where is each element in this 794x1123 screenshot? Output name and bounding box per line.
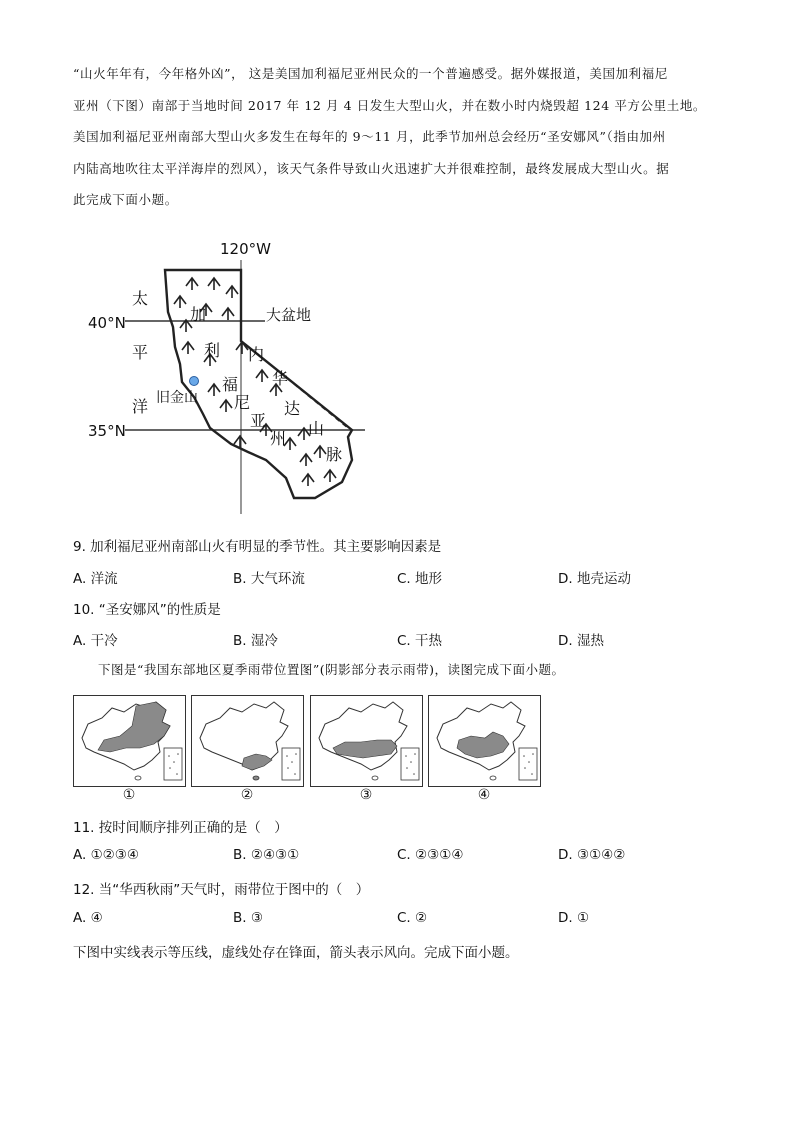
rainbelt-map-4 <box>428 695 541 787</box>
latitude-35-label: 35°N <box>88 422 126 440</box>
ocean-char: 洋 <box>132 397 149 416</box>
state-char: 亚 <box>250 411 267 430</box>
mountain-char: 山 <box>308 419 325 438</box>
q10-option-b[interactable]: B. 湿冷 <box>233 633 278 649</box>
passage-line: 此完成下面小题。 <box>73 192 178 207</box>
q12-option-a[interactable]: A. ④ <box>73 910 103 926</box>
question-9-stem: 9. 加利福尼亚州南部山火有明显的季节性。其主要影响因素是 <box>73 539 442 555</box>
ocean-char: 太 <box>132 289 149 308</box>
state-char: 福 <box>222 375 239 394</box>
q9-option-b[interactable]: B. 大气环流 <box>233 571 305 587</box>
rainbelt-label-3: ③ <box>359 787 373 803</box>
san-francisco-marker <box>190 377 199 386</box>
question-10-stem: 10. “圣安娜风”的性质是 <box>73 602 221 618</box>
q10-option-d[interactable]: D. 湿热 <box>558 633 604 649</box>
q9-option-d[interactable]: D. 地壳运动 <box>558 571 631 587</box>
state-char: 加 <box>190 305 207 324</box>
passage-line: 美国加利福尼亚州南部大型山火多发生在每年的 9～11 月，此季节加州总会经历“圣安娜风”（指由加州 <box>73 129 666 144</box>
ocean-char: 平 <box>132 343 149 362</box>
longitude-label: 120°W <box>220 240 271 258</box>
q11-option-c[interactable]: C. ②③①④ <box>397 847 464 863</box>
california-map <box>70 232 380 517</box>
rainbelt-label-1: ① <box>122 787 136 803</box>
rainbelt-intro: 下图是“我国东部地区夏季雨带位置图”(阴影部分表示雨带)，读图完成下面小题。 <box>98 662 565 677</box>
q11-option-d[interactable]: D. ③①④② <box>558 847 626 863</box>
q9-option-c[interactable]: C. 地形 <box>397 571 443 587</box>
rainbelt-map-3 <box>310 695 423 787</box>
passage-line: 亚州（下图）南部于当地时间 2017 年 12 月 4 日发生大型山火，并在数小时内烧毁超 124 平方公里土地。 <box>73 97 707 113</box>
mountain-char: 脉 <box>326 445 343 464</box>
rainbelt-map-2 <box>191 695 304 787</box>
basin-label: 大盆地 <box>266 306 312 324</box>
city-label: 旧金山 <box>156 390 198 406</box>
passage-line: 内陆高地吹往太平洋海岸的烈风），该天气条件导致山火迅速扩大并很难控制，最终发展成大型山火。据 <box>73 160 670 176</box>
q11-option-a[interactable]: A. ①②③④ <box>73 847 139 863</box>
state-char: 利 <box>204 341 221 360</box>
rainbelt-label-2: ② <box>240 787 254 803</box>
state-char: 尼 <box>234 393 251 412</box>
q10-option-c[interactable]: C. 干热 <box>397 633 443 649</box>
latitude-40-label: 40°N <box>88 314 126 332</box>
mountain-char: 内 <box>248 345 265 364</box>
q12-option-b[interactable]: B. ③ <box>233 910 263 926</box>
q11-option-b[interactable]: B. ②④③① <box>233 847 300 863</box>
rainbelt-label-4: ④ <box>477 787 491 803</box>
question-12-stem: 12. 当“华西秋雨”天气时，雨带位于图中的（ ） <box>73 882 370 898</box>
question-11-stem: 11. 按时间顺序排列正确的是（ ） <box>73 820 288 836</box>
mountain-char: 华 <box>272 369 289 388</box>
passage-intro <box>73 58 723 216</box>
isobar-intro: 下图中实线表示等压线，虚线处存在锋面，箭头表示风向。完成下面小题。 <box>73 945 519 961</box>
q12-option-c[interactable]: C. ② <box>397 910 428 926</box>
q10-option-a[interactable]: A. 干冷 <box>73 633 118 649</box>
passage-line: “山火年年有，今年格外凶”， 这是美国加利福尼亚州民众的一个普遍感受。据外媒报道，美国加利福尼 <box>73 66 668 81</box>
state-char: 州 <box>270 429 287 448</box>
mountain-char: 达 <box>284 399 301 418</box>
q12-option-d[interactable]: D. ① <box>558 910 590 926</box>
rainbelt-map-1 <box>73 695 186 787</box>
q9-option-a[interactable]: A. 洋流 <box>73 571 118 587</box>
